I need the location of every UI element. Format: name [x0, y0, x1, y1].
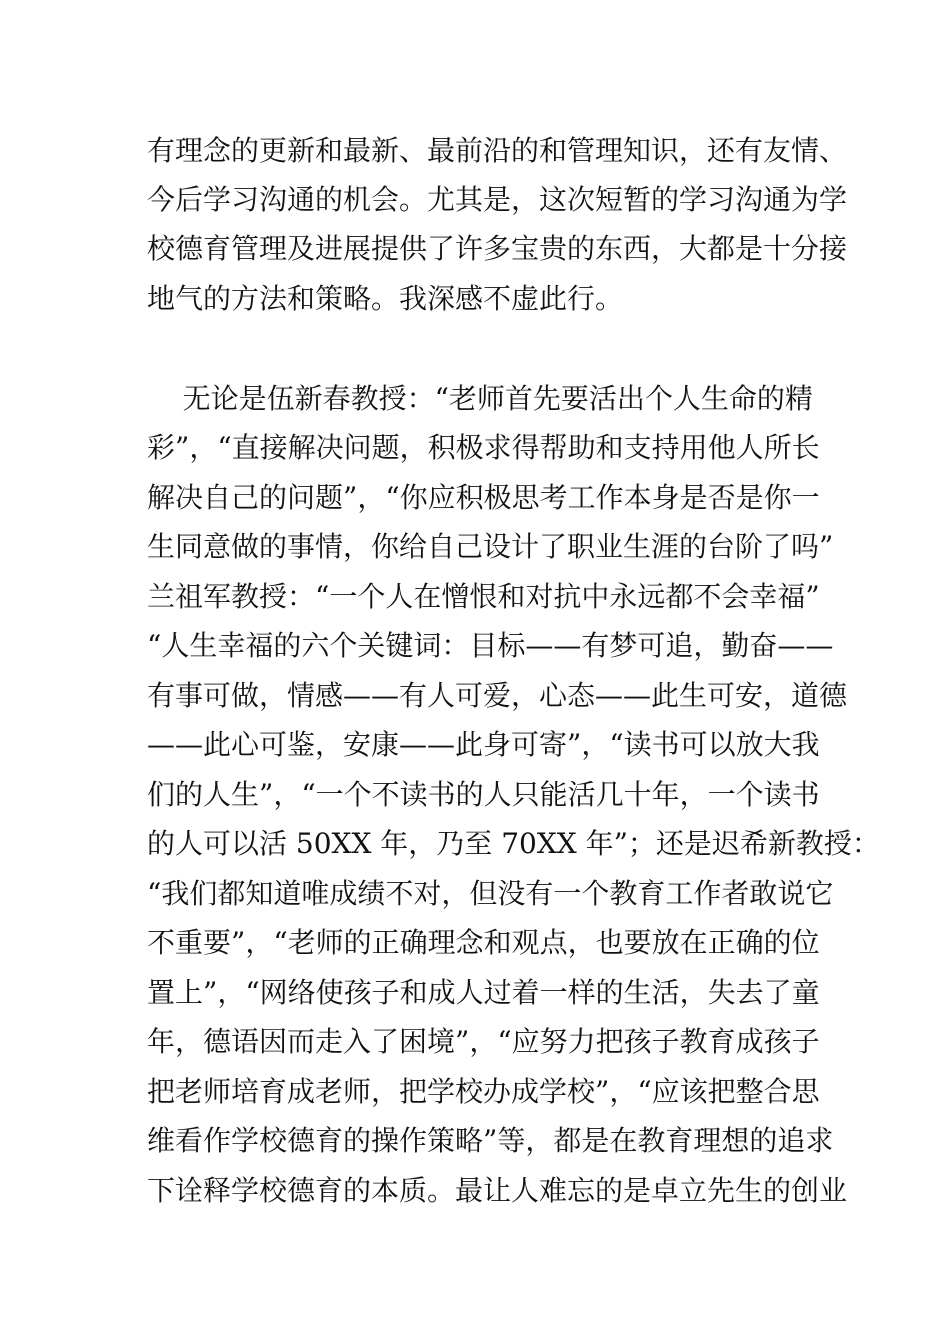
- text-line: 兰祖军教授：“一个人在憎恨和对抗中永远都不会幸福”: [147, 580, 820, 613]
- text-line: 有事可做，情感——有人可爱，心态——此生可安，道德: [147, 679, 848, 712]
- text-line: 把老师培育成老师，把学校办成学校”，“应该把整合思: [147, 1075, 820, 1108]
- text-line: 今后学习沟通的机会。尤其是，这次短暂的学习沟通为学: [147, 183, 848, 216]
- text-line: 们的人生”，“一个不读书的人只能活几十年，一个读书: [147, 778, 820, 811]
- text-line: 的人可以活 50XX 年，乃至 70XX 年”；还是迟希新教授：: [147, 827, 880, 860]
- text-line: 置上”，“网络使孩子和成人过着一样的生活，失去了童: [147, 976, 820, 1009]
- text-line: 校德育管理及进展提供了许多宝贵的东西，大都是十分接: [147, 232, 848, 265]
- text-line: 地气的方法和策略。我深感不虚此行。: [147, 282, 624, 315]
- text-line: ——此心可鉴，安康——此身可寄”，“读书可以放大我: [147, 728, 820, 761]
- text-line: 生同意做的事情，你给自己设计了职业生涯的台阶了吗”: [147, 530, 834, 563]
- text-line: 解决自己的问题”，“你应积极思考工作本身是否是你一: [147, 481, 820, 514]
- text-line: 有理念的更新和最新、最前沿的和管理知识，还有友情、: [147, 134, 848, 167]
- text-line: 彩”，“直接解决问题，积极求得帮助和支持用他人所长: [147, 431, 820, 464]
- text-line: 无论是伍新春教授：“老师首先要活出个人生命的精: [147, 382, 813, 415]
- text-line: “我们都知道唯成绩不对，但没有一个教育工作者敢说它: [147, 877, 834, 910]
- text-line: 下诠释学校德育的本质。最让人难忘的是卓立先生的创业: [147, 1174, 848, 1207]
- text-line: 不重要”，“老师的正确理念和观点，也要放在正确的位: [147, 926, 820, 959]
- text-line: 维看作学校德育的操作策略”等，都是在教育理想的追求: [147, 1124, 834, 1157]
- text-line: 年，德语因而走入了困境”，“应努力把孩子教育成孩子: [147, 1025, 820, 1058]
- text-line: “人生幸福的六个关键词：目标——有梦可追，勤奋——: [147, 629, 834, 662]
